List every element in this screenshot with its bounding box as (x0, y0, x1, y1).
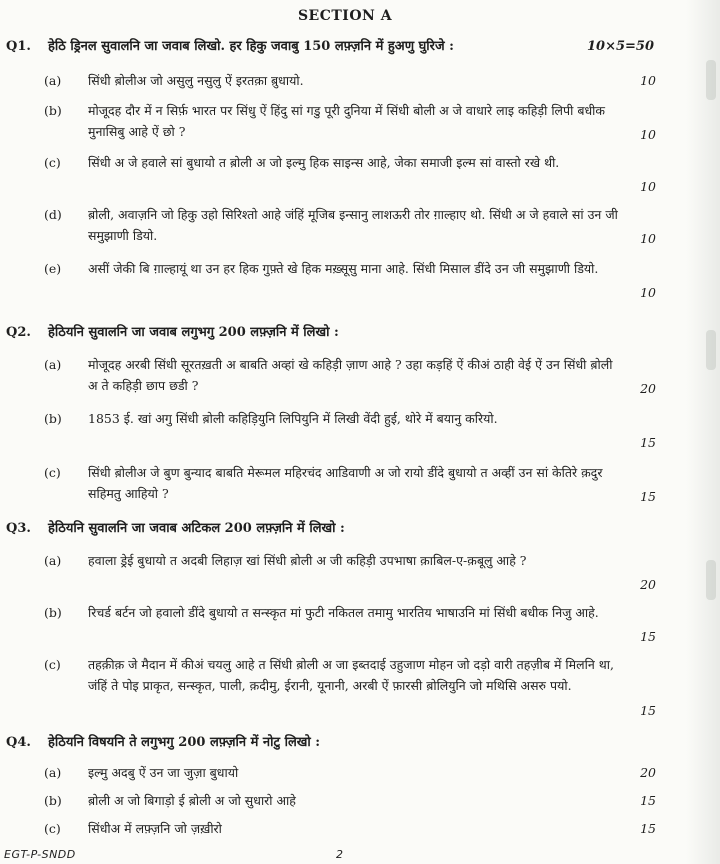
part-marks: 10 (640, 127, 656, 142)
part-label: (a) (44, 765, 62, 780)
part-text: ब़ोली अ जो बिगाड़ो ई ब़ोली अ जो सुधारो आहे (88, 793, 296, 808)
part-label: (b) (44, 411, 62, 426)
part-text: मोजूदह अरबी सिंधी सूरतख़ती अ बाबति अव्हां खे कहिड़ी ज़ाण आहे ? उहा कड़हिं ऐं कीअं ठाही वेई ऐं उन सिंधी ब़ोली अ ते कहिड़ी छाप छडी ? (88, 357, 613, 393)
paper-code: EGT-P-SNDD (4, 848, 76, 861)
part-text: तहक़ीक़ जे मैदान में कीअं चयलु आहे त सिंधी ब़ोली अ जा इब्तदाई उहुजाण मोहन जो दड़ो वारी तहज़ीब में मिलनि था, जंहिं ते पोइ प्राकृत, सन्स्कृत, पाली, क़दीमु, ईरानी, यूनानी, अरबी ऐं फ़ारसी ब़ोलियुनि जो मथिसि असरु पयो. (88, 657, 614, 693)
part-label: (b) (44, 793, 62, 808)
part-label: (e) (44, 261, 62, 276)
part-text: ब़ोली, अवाज़नि जो हिकु उहो सिरिश्तो आहे जंहिं मूजिब इन्सानु लाशऊरी तोर ग़ाल्हाए थो. सिंधी अ जे हवाले सां उन जी समुझाणी डियो. (88, 207, 618, 243)
part-label: (a) (44, 553, 62, 568)
part-text: हवाला ड्रेई बुधायो त अदबी लिहाज़ खां सिंधी ब़ोली अ जी कहिड़ी उपभाषा क़ाबिल-ए-क़बूलु आहे ? (88, 553, 527, 568)
scan-edge-speck (706, 60, 716, 100)
section-title: SECTION A (297, 8, 393, 24)
part-label: (b) (44, 103, 62, 118)
part-marks: 10 (640, 231, 656, 246)
question-prompt: हेठियनि सुवालनि जा जवाब अटिकल 200 लफ़्ज़नि में लिखो : (48, 521, 345, 536)
part-marks: 20 (640, 381, 656, 396)
part-marks: 10 (640, 73, 656, 88)
part-label: (c) (44, 155, 61, 170)
part-label: (a) (44, 73, 62, 88)
question-prompt: हेठियनि सुवालनि जा जवाब लगुभगु 200 लफ़्ज़नि में लिखो : (48, 325, 339, 340)
part-label: (c) (44, 821, 61, 836)
part-text: रिचर्ड बर्टन जो हवालो डींदे बुधायो त सन्स्कृत मां फुटी नकितल तमामु भारतिय भाषाउनि मां सिंधी बधीक निजु आहे. (88, 605, 599, 620)
question-number: Q4. (6, 735, 31, 750)
question-number: Q3. (6, 521, 31, 536)
part-text: 1853 ई. खां अगु सिंधी ब़ोली कहिड़ियुनि लिपियुनि में लिखी वेंदी हुई, थोरे में बयानु करियो. (88, 411, 498, 426)
part-text: सिंधी अ जे हवाले सां बुधायो त ब़ोली अ जो इल्मु हिक साइन्स आहे, जेका समाजी इल्म सां वास्तो रखे थी. (88, 155, 560, 170)
question-number: Q1. (6, 39, 31, 54)
part-label: (b) (44, 605, 62, 620)
part-marks: 20 (640, 577, 656, 592)
question-prompt: हेठि ड्रिनल सुवालनि जा जवाब लिखो. हर हिकु जवाबु 150 लफ़्ज़नि में हुअणु घुरिजे : (48, 39, 454, 54)
part-marks: 15 (640, 489, 656, 504)
part-text: मोजूदह दौर में न सिर्फ़ भारत पर सिंधु ऐं हिंदु सां गडु पूरी दुनिया में सिंधी बोली अ जे वाधारे लाइ कहिड़ी लिपी बधीक मुनासिबु आहे ऐं छो ? (88, 103, 606, 139)
scan-edge-speck (706, 560, 716, 600)
part-text: असीं जेकी बि ग़ाल्हायूं था उन हर हिक गुफ़्ते खे हिक मख़्सूसु माना आहे. सिंधी मिसाल डींदे उन जी समुझाणी डियो. (88, 261, 599, 276)
scan-edge-shadow (686, 0, 720, 864)
question-marks: 10×5=50 (586, 39, 654, 54)
question-prompt: हेठियनि विषयनि ते लगुभगु 200 लफ़्ज़नि में नोटु लिखो : (48, 735, 321, 750)
part-text: सिंधी ब़ोलीअ जे बुण बुन्याद बाबति मेरूमल महिरचंद आडिवाणी अ जो रायो डींदे बुधायो त अव्हीं उन सां केतिरे क़दुर सहिमतु आहियो ? (88, 465, 603, 501)
part-text: सिंधी ब़ोलीअ जो असुलु नसुलु ऐं इरतक़ा ब़ुधायो. (88, 73, 304, 88)
part-text: सिंधीअ में लफ़्ज़नि जो ज़ख़ीरो (88, 821, 222, 836)
part-marks: 15 (640, 629, 656, 644)
part-marks: 20 (640, 765, 656, 780)
page-number: 2 (336, 848, 343, 861)
question-number: Q2. (6, 325, 31, 340)
part-marks: 15 (640, 793, 656, 808)
part-text: इल्मु अदबु ऐं उन जा जुज़ा बुधायो (88, 765, 239, 780)
part-marks: 10 (640, 285, 656, 300)
part-label: (d) (44, 207, 62, 222)
scan-edge-speck (706, 330, 716, 370)
part-marks: 15 (640, 821, 656, 836)
part-label: (a) (44, 357, 62, 372)
part-label: (c) (44, 465, 61, 480)
part-label: (c) (44, 657, 61, 672)
part-marks: 15 (640, 703, 656, 718)
part-marks: 15 (640, 435, 656, 450)
part-marks: 10 (640, 179, 656, 194)
